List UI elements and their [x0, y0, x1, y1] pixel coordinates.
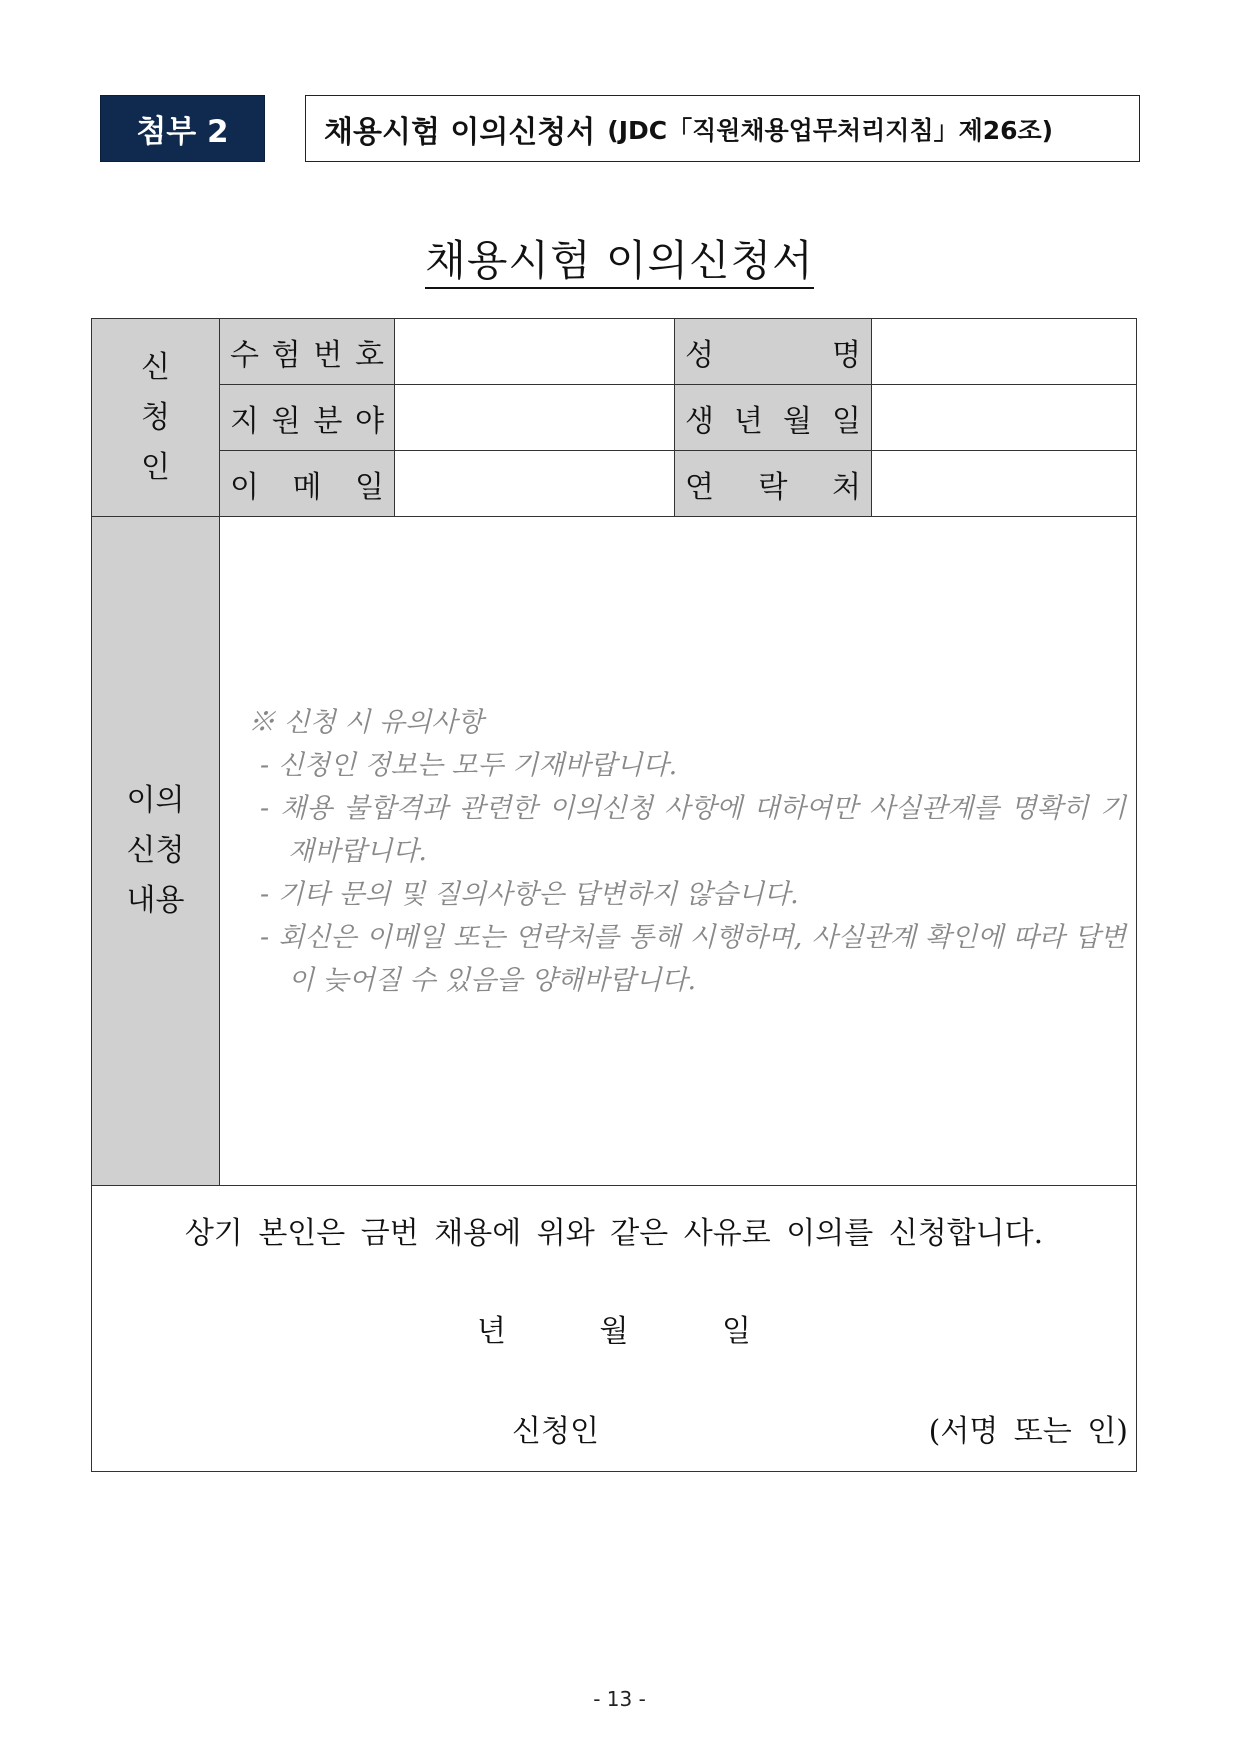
- objection-content-field[interactable]: [220, 517, 1137, 1186]
- date-line[interactable]: [92, 1306, 1136, 1350]
- note-item: - 신청인 정보는 모두 기재바랍니다.: [260, 749, 678, 781]
- applicant-section-label: 신 청 인: [92, 319, 220, 517]
- signature-field[interactable]: (서명 또는 인): [928, 1414, 1128, 1449]
- email-label: 이 메 일: [220, 451, 395, 517]
- birth-date-label: 생 년 월 일: [675, 385, 872, 451]
- applicant-label: 신청인: [512, 1414, 599, 1449]
- note-item: - 기타 문의 및 질의사항은 답변하지 않습니다.: [260, 878, 799, 910]
- page-number: - 13 -: [593, 1687, 646, 1711]
- month-label: 월: [599, 1314, 629, 1349]
- notes-title: ※ 신청 시 유의사항: [248, 706, 484, 738]
- year-label: 년: [476, 1314, 506, 1349]
- note-item: - 회신은 이메일 또는 연락처를 통해 시행하며, 사실관계 확인에 따라 답변이 늦어질 수 있음을 양해바랍니다.: [260, 921, 1126, 996]
- note-item: - 채용 불합격과 관련한 이의신청 사항에 대하여만 사실관계를 명확히 기재바랍니다.: [260, 792, 1126, 867]
- name-label: 성 명: [675, 319, 872, 385]
- day-label: 일: [722, 1314, 752, 1349]
- birth-date-field[interactable]: [872, 385, 1137, 451]
- contact-field[interactable]: [872, 451, 1137, 517]
- objection-form-table: [91, 318, 1137, 1472]
- attachment-badge: 첨부 2: [100, 95, 265, 162]
- email-field[interactable]: [395, 451, 675, 517]
- exam-number-field[interactable]: [395, 319, 675, 385]
- header-title-box: [305, 95, 1140, 162]
- header-reference: (JDC「직원채용업무처리지침」제26조): [607, 115, 1054, 145]
- header-title: 채용시험 이의신청서: [324, 114, 596, 150]
- objection-content-label: 이의 신청 내용: [92, 517, 220, 1186]
- applied-field-label: 지 원 분 야: [220, 385, 395, 451]
- exam-number-label: 수 험 번 호: [220, 319, 395, 385]
- guidance-notes: [248, 701, 1126, 1002]
- pledge-statement: 상기 본인은 금번 채용에 위와 같은 사유로 이의를 신청합니다.: [184, 1216, 1044, 1251]
- name-field[interactable]: [872, 319, 1137, 385]
- contact-label: 연 락 처: [675, 451, 872, 517]
- applied-field-input[interactable]: [395, 385, 675, 451]
- document-title: 채용시험 이의신청서: [0, 228, 1239, 288]
- signature-section: [92, 1186, 1137, 1472]
